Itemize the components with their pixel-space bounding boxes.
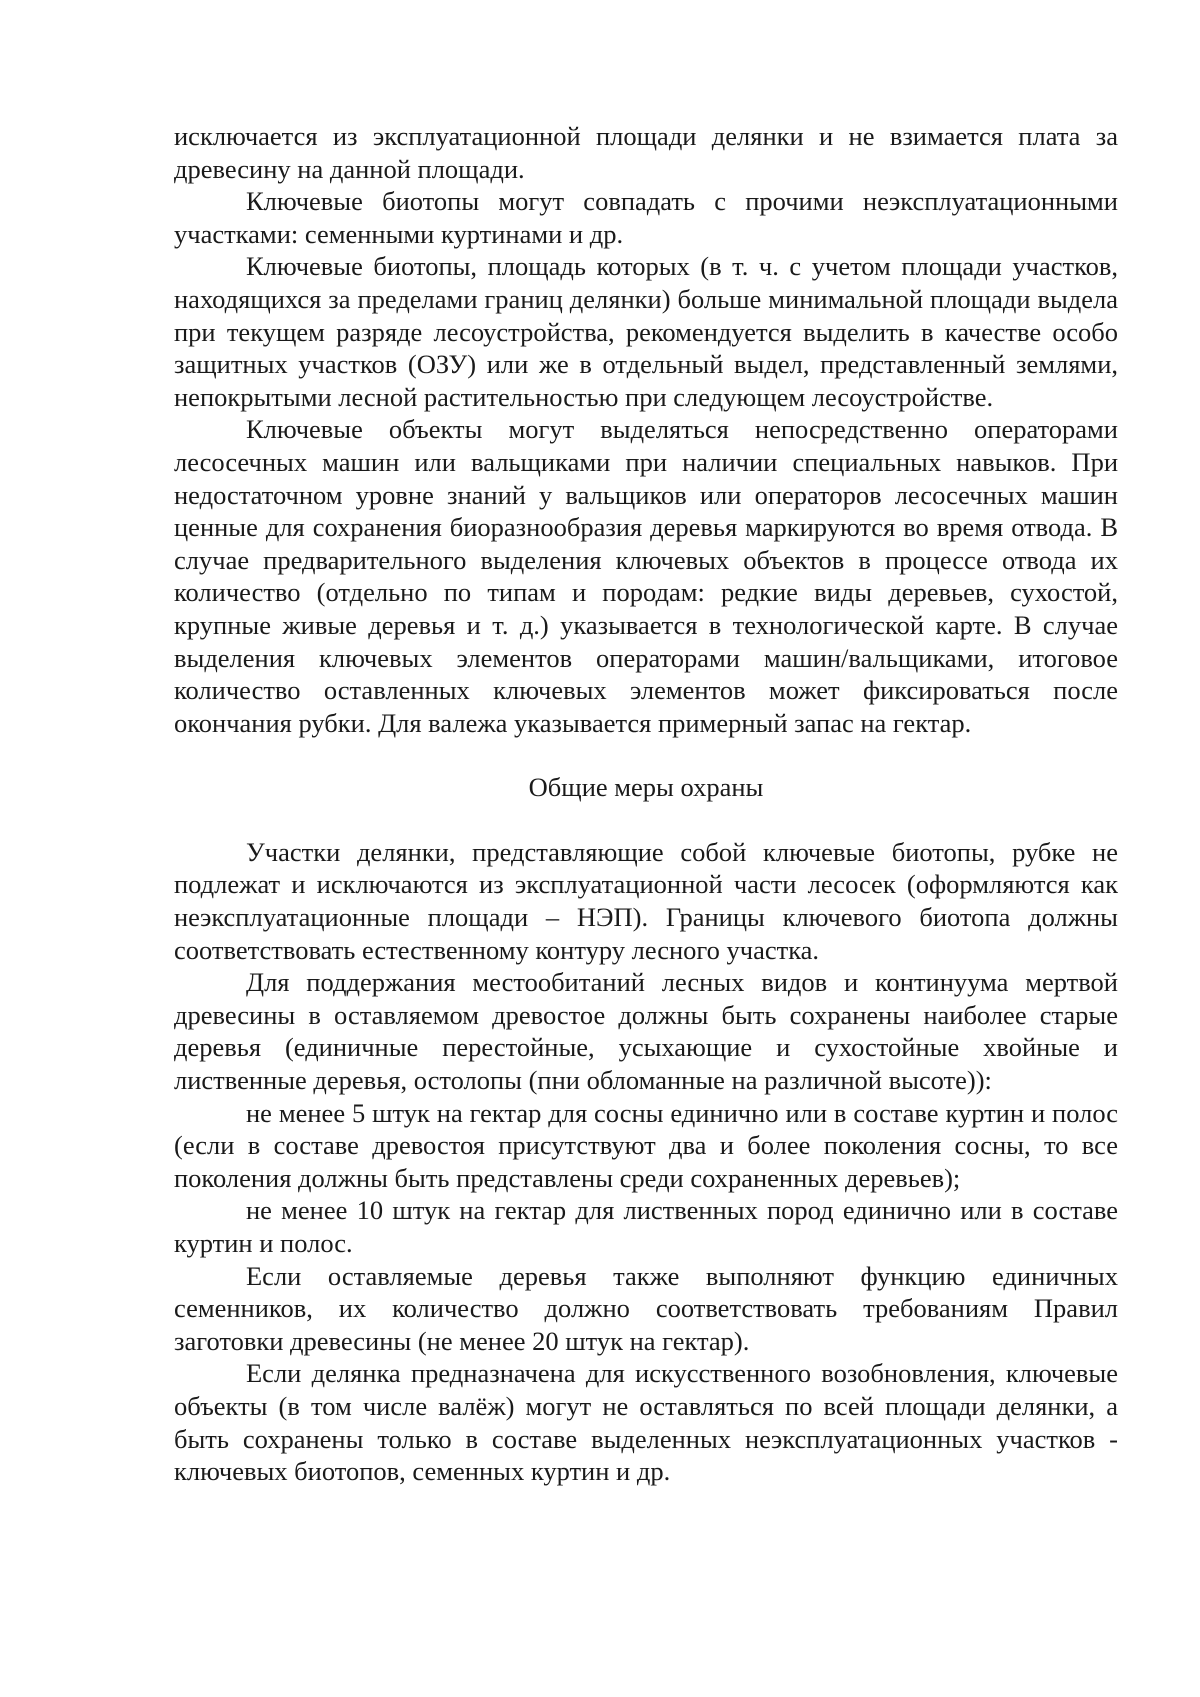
paragraph-biotope-exclusion: Участки делянки, представляющие собой ключевые биотопы, рубке не подлежат и исключаются из эксплуатационной части лесосек (оформляются как неэксплуатационные площади – НЭП). Границы ключевого биотопа должны соответствовать естественному контуру лесного участка. xyxy=(174,836,1118,965)
paragraph-pine-quota: не менее 5 штук на гектар для сосны единично или в составе куртин и полос (если в составе древостоя присутствуют два и более поколения сосны, то все поколения должны быть представлены среди сохраненных деревьев); xyxy=(174,1097,1118,1193)
paragraph-artificial-regeneration: Если делянка предназначена для искусственного возобновления, ключевые объекты (в том числе валёж) могут не оставляться по всей площади делянки, а быть сохранены только в составе выделенных неэксплуатационных участков - ключевых биотопов, семенных куртин и др. xyxy=(174,1358,1118,1487)
paragraph-seed-trees: Если оставляемые деревья также выполняют функцию единичных семенников, их количество должно соответствовать требованиям Правил заготовки древесины (не менее 20 штук на гектар). xyxy=(174,1260,1118,1356)
paragraph-key-biotopes-area: Ключевые биотопы, площадь которых (в т. ч. с учетом площади участков, находящихся за пределами границ делянки) больше минимальной площади выдела при текущем разряде лесоустройства, рекомендуется выделить в качестве особо защитных участков (ОЗУ) или же в отдельный выдел, представленный землями, непокрытыми лесной растительностью при следующем лесоустройстве. xyxy=(174,251,1118,412)
section-heading: Общие меры охраны xyxy=(528,772,764,803)
paragraph-continuation: исключается из эксплуатационной площади делянки и не взимается плата за древесину на данной площади. xyxy=(174,121,1118,184)
paragraph-key-objects-selection: Ключевые объекты могут выделяться непосредственно операторами лесосечных машин или вальщиками при наличии специальных навыков. При недостаточном уровне знаний у вальщиков или операторов лесосечных машин ценные для сохранения биоразнообразия деревья маркируются во время отвода. В случае предварительного выделения ключевых объектов в процессе отвода их количество (отдельно по типам и породам: редкие виды деревьев, сухостой, крупные живые деревья и т. д.) указывается в технологической карте. В случае выделения ключевых элементов операторами машин/вальщиками, итоговое количество оставленных ключевых элементов может фиксироваться после окончания рубки. Для валежа указывается примерный запас на гектар. xyxy=(174,414,1118,738)
document-body xyxy=(174,120,1118,1488)
paragraph-old-trees: Для поддержания местообитаний лесных видов и континуума мертвой древесины в оставляемом древостое должны быть сохранены наиболее старые деревья (единичные перестойные, усыхающие и сухостойные хвойные и лиственные деревья, остолопы (пни обломанные на различной высоте)): xyxy=(174,967,1118,1096)
paragraph-key-biotopes-overlap: Ключевые биотопы могут совпадать с прочими неэксплуатационными участками: семенными куртинами и др. xyxy=(174,186,1118,249)
paragraph-deciduous-quota: не менее 10 штук на гектар для лиственных пород единично или в составе куртин и полос. xyxy=(174,1195,1118,1258)
